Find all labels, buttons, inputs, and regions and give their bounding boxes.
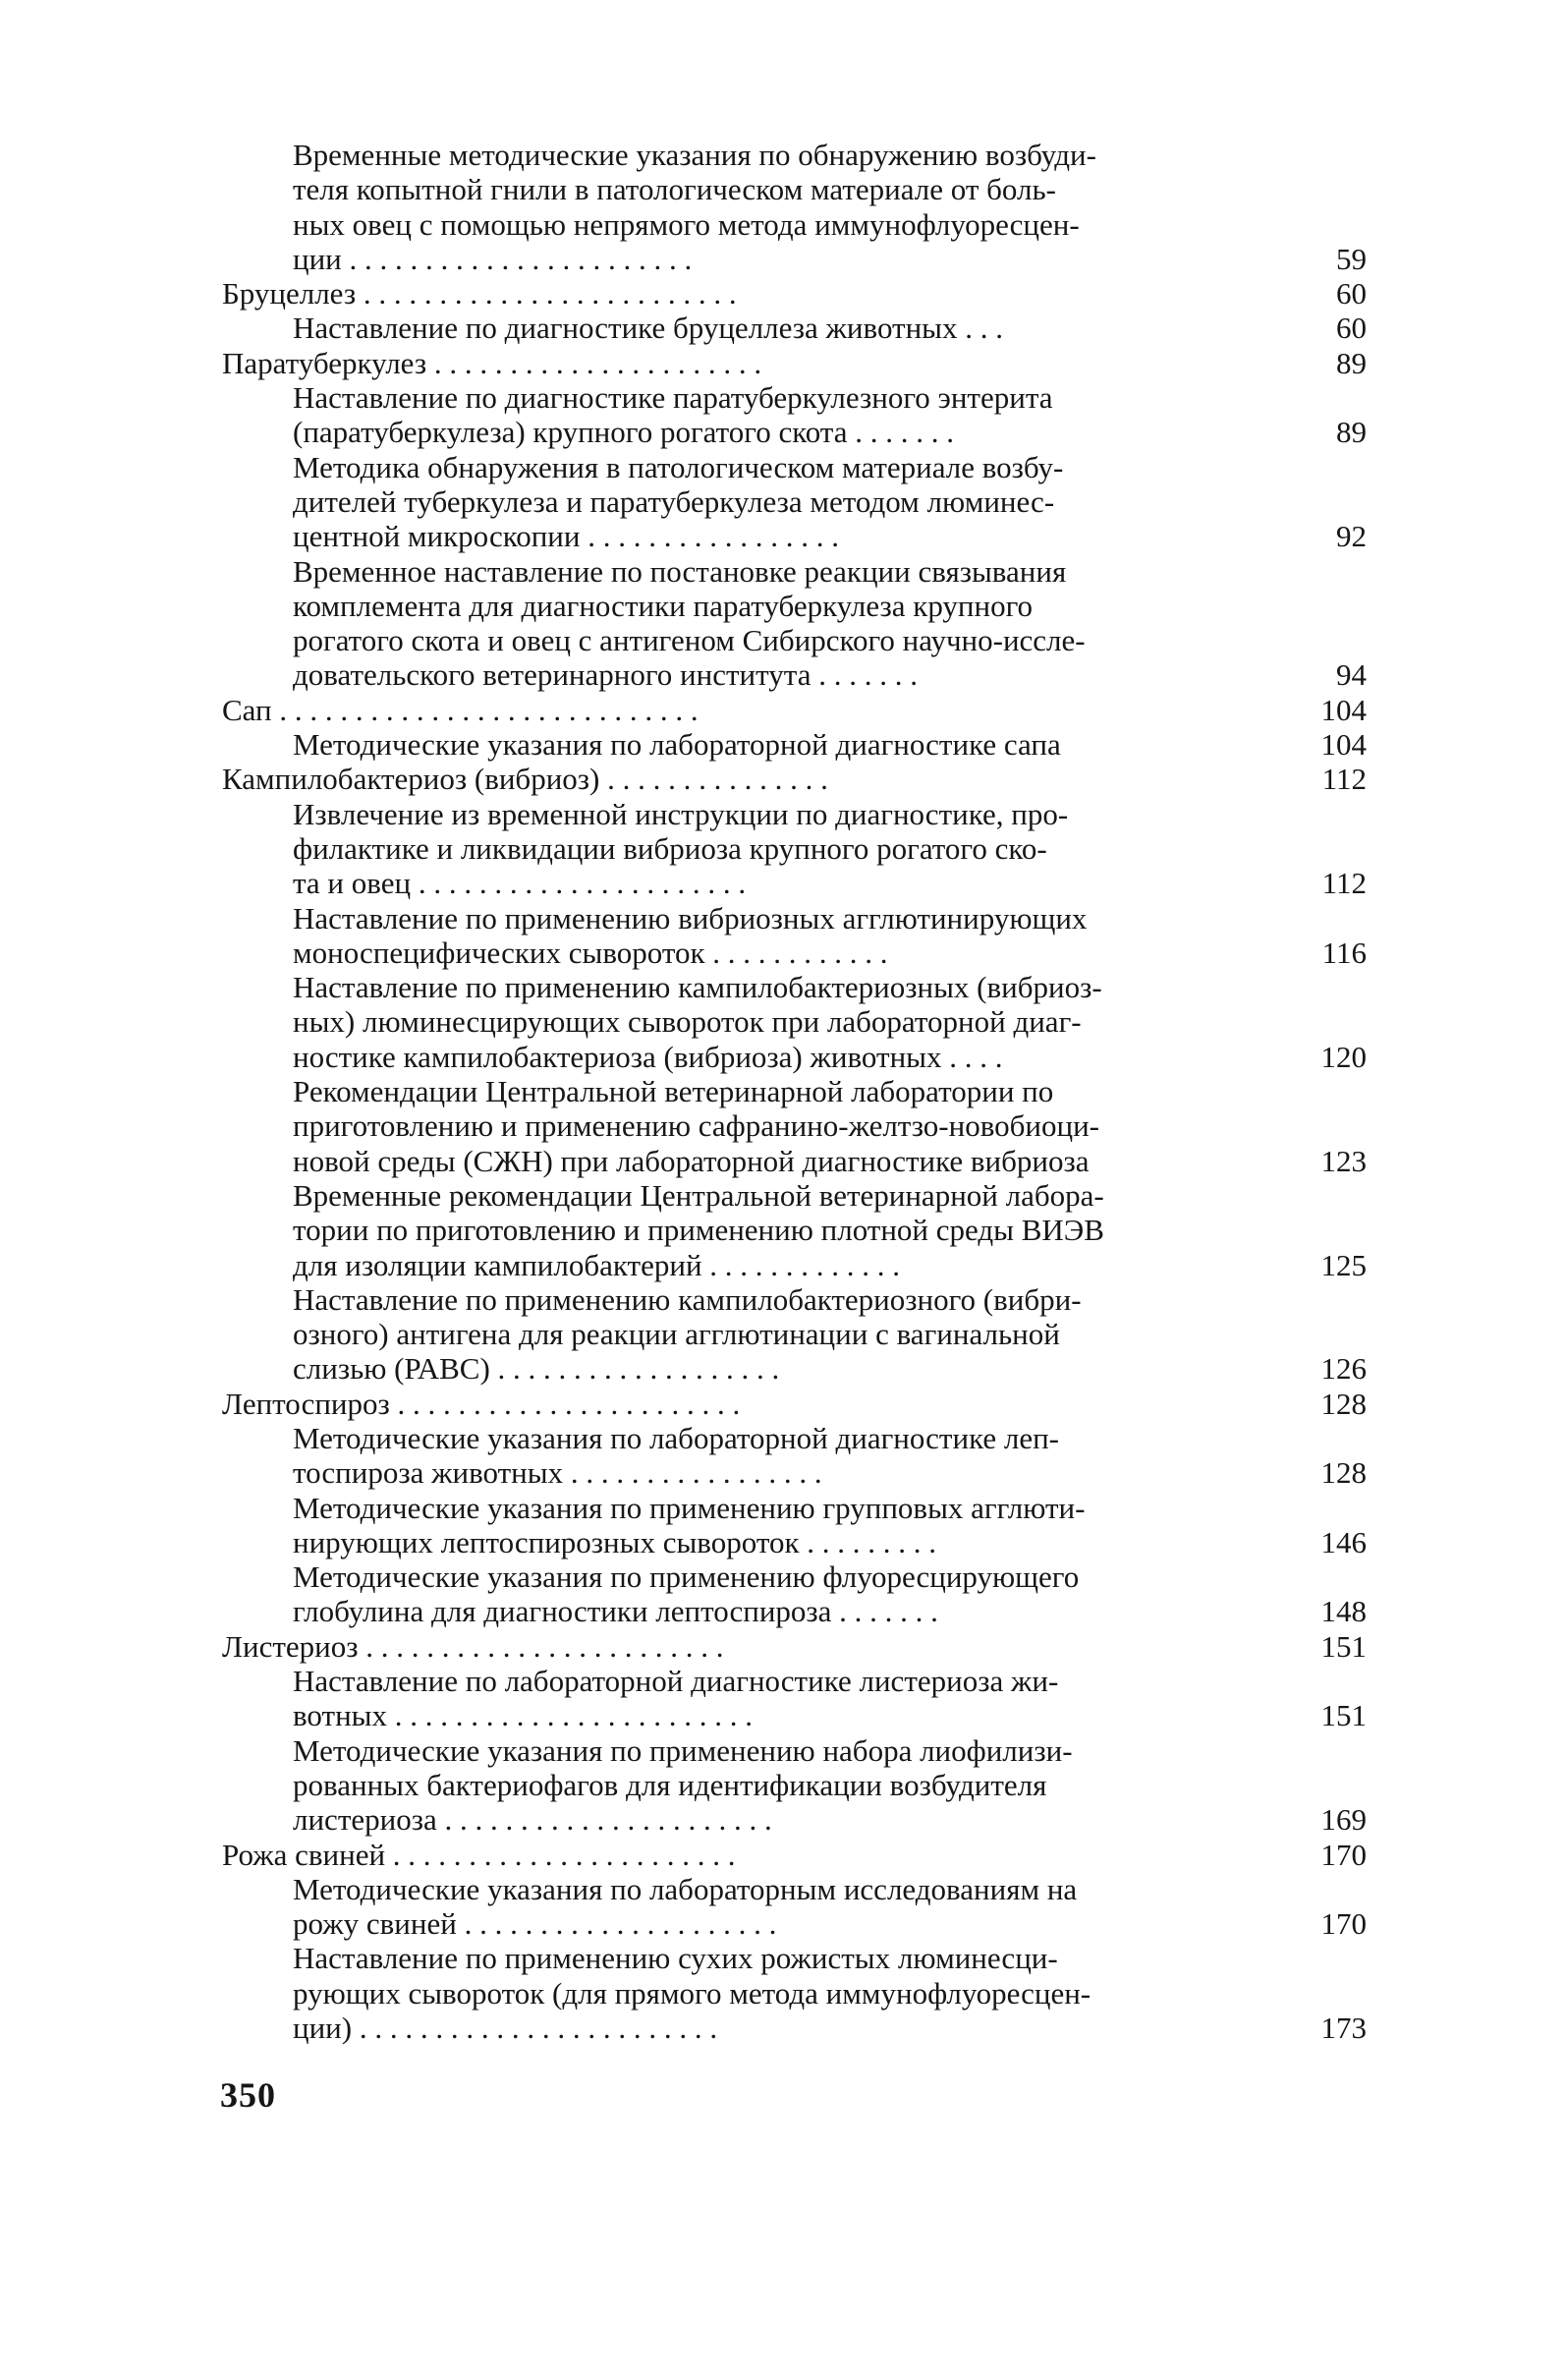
toc-entry [222, 1941, 1367, 2045]
toc-entry [222, 901, 1367, 971]
table-of-contents [222, 138, 1367, 2045]
toc-page-number: 126 [1320, 1351, 1367, 1387]
toc-entry-title: Рожа свиней . . . . . . . . . . . . . . . . . . . . . . . [222, 1837, 736, 1872]
toc-entry-title: Наставление по применению сухих рожистых люминесци- рующих сывороток (для прямого метода иммунофлуоресцен- ции) . . . . . . . . . . . . . . . . . . . . . . . . [293, 1941, 1091, 2046]
toc-page-number: 151 [1320, 1628, 1367, 1664]
toc-entry-title: Методические указания по применению набора лиофилизи- рованных бактериофагов для идентификации возбудителя листериоза . . . . . . . . . . . . . . . . . . . . . . [293, 1732, 1073, 1838]
toc-page-number: 170 [1320, 1906, 1367, 1942]
toc-page-number: 151 [1320, 1698, 1367, 1733]
toc-section-heading [222, 1629, 1367, 1664]
toc-entry-title: Методические указания по лабораторным исследованиям на рожу свиней . . . . . . . . . . . . . . . . . . . . . [293, 1871, 1078, 1942]
toc-page-number: 116 [1321, 935, 1367, 970]
toc-entry-title: Временные методические указания по обнаружению возбуди- теля копытной гнили в патологическом материале от боль- ных овец с помощью непрямого метода иммунофлуоресцен- ции . . . . . . . . . . . . . . . . . . . . . . . [293, 138, 1096, 276]
toc-page-number: 128 [1320, 1386, 1367, 1421]
toc-entry-title: Лептоспироз . . . . . . . . . . . . . . . . . . . . . . . [222, 1386, 741, 1421]
toc-section-heading [222, 762, 1367, 796]
toc-page-number: 146 [1320, 1524, 1367, 1559]
toc-page-number: 120 [1320, 1039, 1367, 1074]
toc-entry-title: Листериоз . . . . . . . . . . . . . . . . . . . . . . . . [222, 1628, 724, 1664]
toc-page-number: 89 [1336, 345, 1367, 380]
toc-entry-title: Наставление по применению кампилобактериозных (вибриоз- ных) люминесцирующих сывороток при лабораторной диаг- ностике кампилобактериоза (вибриоза) животных . . . . [293, 970, 1102, 1074]
toc-entry [222, 138, 1367, 276]
toc-entry-title: Наставление по лабораторной диагностике листериоза жи- вотных . . . . . . . . . . . . . . . . . . . . . . . . [293, 1664, 1059, 1733]
toc-page-number: 148 [1320, 1594, 1367, 1629]
toc-page-number: 104 [1320, 692, 1367, 727]
toc-page-number: 94 [1336, 657, 1367, 693]
toc-entry [222, 450, 1367, 554]
toc-entry-title: Методические указания по применению флуоресцирующего глобулина для диагностики лептоспироза . . . . . . . [293, 1559, 1080, 1629]
toc-entry [222, 1559, 1367, 1629]
toc-page-number: 104 [1320, 727, 1367, 763]
toc-entry [222, 797, 1367, 901]
toc-entry-title: Паратуберкулез . . . . . . . . . . . . . . . . . . . . . . [222, 345, 762, 380]
toc-entry-title: Методические указания по лабораторной диагностике леп- тоспироза животных . . . . . . . . . . . . . . . . . [293, 1420, 1060, 1491]
toc-section-heading [222, 1387, 1367, 1421]
toc-page-number: 169 [1320, 1802, 1367, 1838]
toc-entry-title: Бруцеллез . . . . . . . . . . . . . . . . . . . . . . . . . [222, 276, 737, 312]
toc-page-number: 59 [1336, 241, 1367, 276]
toc-page-number: 170 [1320, 1837, 1367, 1872]
toc-entry [222, 970, 1367, 1074]
toc-entry [222, 727, 1367, 762]
toc-entry-title: Временные рекомендации Центральной ветеринарной лабора- тории по приготовлению и применению плотной среды ВИЭВ для изоляции кампилобактерий . . . . . . . . . . . . . [293, 1177, 1104, 1282]
toc-section-heading [222, 1838, 1367, 1872]
toc-entry [222, 1664, 1367, 1733]
toc-entry [222, 1872, 1367, 1942]
toc-entry [222, 1282, 1367, 1387]
toc-entry [222, 311, 1367, 345]
toc-page-number: 112 [1321, 762, 1367, 797]
toc-page-number: 128 [1320, 1455, 1367, 1491]
toc-entry-title: Методические указания по применению групповых агглюти- нирующих лептоспирозных сывороток . . . . . . . . . [293, 1490, 1086, 1559]
toc-page-number: 92 [1336, 519, 1367, 554]
toc-entry [222, 1421, 1367, 1491]
toc-section-heading [222, 276, 1367, 311]
toc-entry-title: Извлечение из временной инструкции по диагностике, про- филактике и ликвидации вибриоза крупного рогатого ско- та и овец . . . . . . . . . . . . . . . . . . . . . . [293, 796, 1069, 901]
toc-entry [222, 1733, 1367, 1838]
toc-page-number: 173 [1320, 2011, 1367, 2046]
toc-page-number: 112 [1321, 866, 1367, 901]
toc-entry [222, 1178, 1367, 1282]
toc-page-number: 60 [1336, 276, 1367, 312]
toc-entry-title: Наставление по применению вибриозных агглютинирующих моноспецифических сывороток . . . . . . . . . . . . [293, 900, 1088, 970]
toc-entry-title: Кампилобактериоз (вибриоз) . . . . . . . . . . . . . . . [222, 762, 828, 797]
toc-page-number: 125 [1320, 1247, 1367, 1282]
toc-entry-title: Наставление по применению кампилобактериозного (вибри- озного) антигена для реакции агглютинации с вагинальной слизью (РАВС) . . . . . . . . . . . . . . . . . . . [293, 1281, 1082, 1387]
toc-entry-title: Методические указания по лабораторной диагностике сапа [293, 727, 1061, 763]
toc-entry-title: Временное наставление по постановке реакции связывания комплемента для диагностики паратуберкулеза крупного рогатого скота и овец с антигеном Сибирского научно-иссле- довательского ветеринарного института . . . . . . . [293, 553, 1086, 693]
toc-entry [222, 380, 1367, 450]
toc-entry [222, 1074, 1367, 1178]
toc-entry-title: Сап . . . . . . . . . . . . . . . . . . . . . . . . . . . . [222, 692, 699, 727]
toc-entry-title: Рекомендации Центральной ветеринарной лаборатории по приготовлению и применению сафранино-желтзо-новобиоци- новой среды (СЖН) при лабораторной диагностике вибриоза [293, 1074, 1100, 1178]
toc-section-heading [222, 693, 1367, 727]
toc-page-number: 123 [1320, 1143, 1367, 1178]
toc-entry [222, 554, 1367, 693]
toc-page-number: 89 [1336, 415, 1367, 450]
toc-entry-title: Методика обнаружения в патологическом материале возбу- дителей туберкулеза и паратуберкулеза методом люминес- центной микроскопии . . . . . . . . . . . . . . . . . [293, 449, 1064, 554]
toc-entry [222, 1491, 1367, 1560]
toc-entry-title: Наставление по диагностике паратуберкулезного энтерита (паратуберкулеза) крупного рогатого скота . . . . . . . [293, 380, 1053, 450]
toc-page-number: 60 [1336, 311, 1367, 346]
page-number: 350 [220, 2075, 276, 2115]
toc-section-heading [222, 346, 1367, 380]
toc-entry-title: Наставление по диагностике бруцеллеза животных . . . [293, 311, 1004, 346]
